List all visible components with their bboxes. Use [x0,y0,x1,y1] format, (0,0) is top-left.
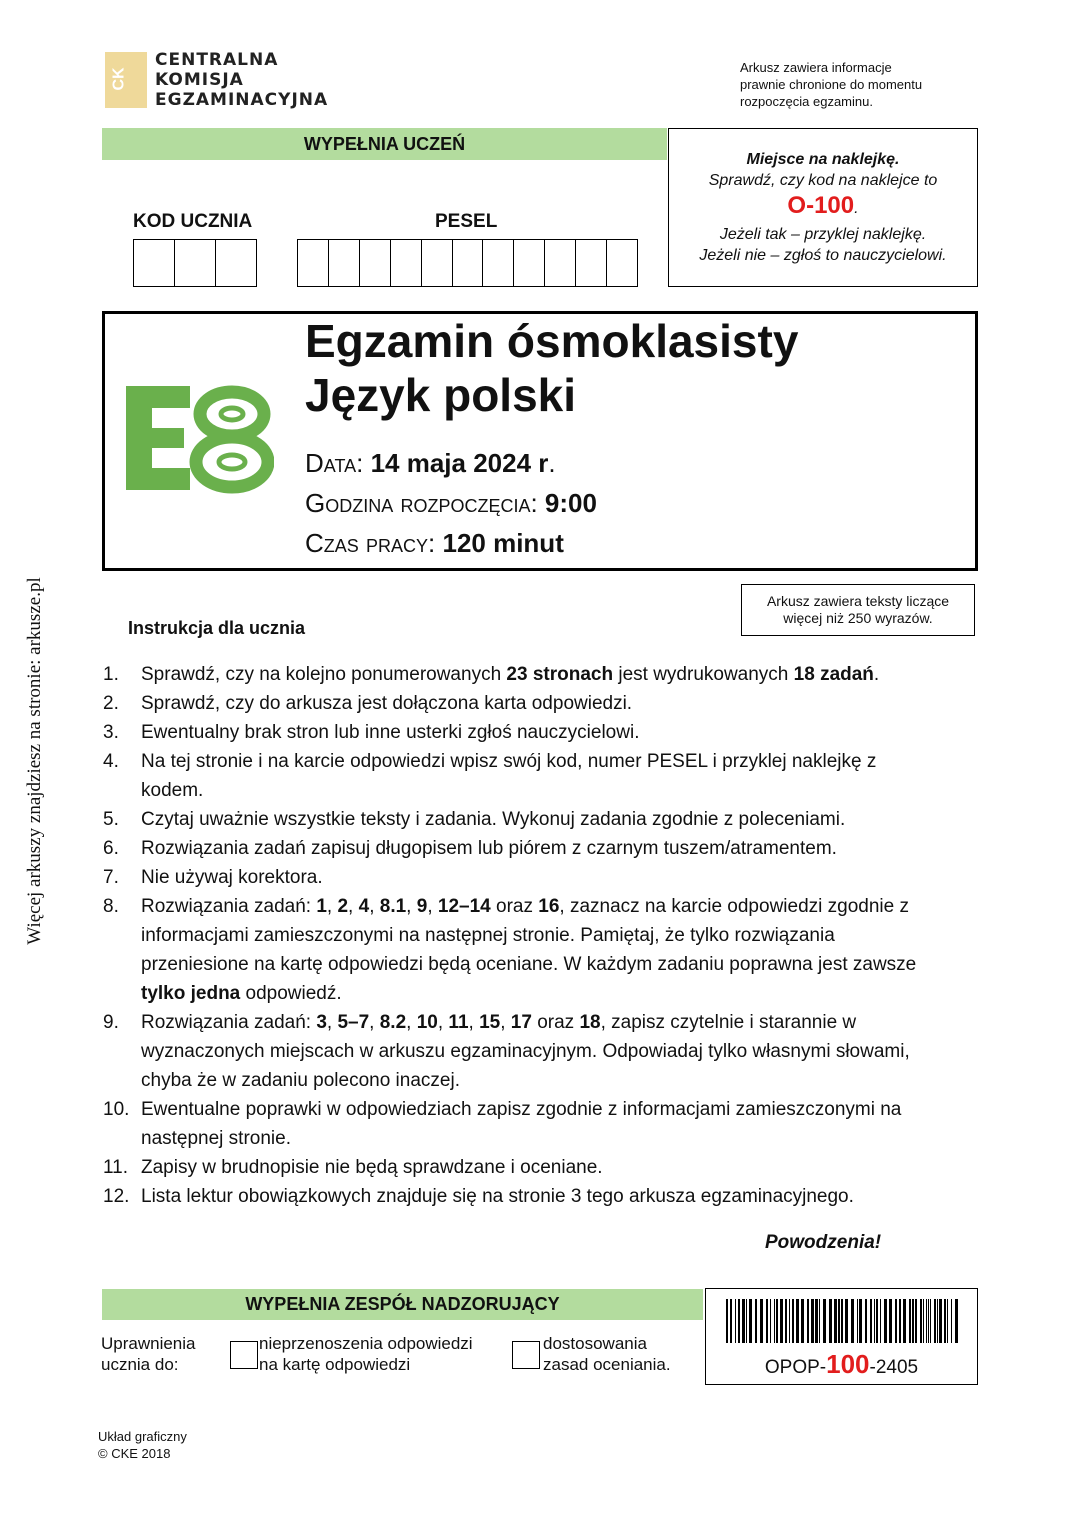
barcode-bar [823,1299,826,1343]
instruction-item [103,689,923,718]
barcode-bar [819,1299,820,1343]
barcode-bar [928,1299,929,1343]
barcode-bar [876,1299,878,1343]
barcode-bar [951,1299,952,1343]
barcode-bar [780,1299,783,1343]
exam-subject: Język polski [305,369,577,421]
barcode-bar [749,1299,752,1343]
instruction-text: Lista lektur obowiązkowych znajduje się na stronie 3 tego arkusza egzaminacyjnego. [141,1186,854,1207]
barcode-bar [859,1299,862,1343]
barcode-bar [766,1299,768,1343]
barcode-bar [920,1299,922,1343]
sticker-area: Miejsce na naklejkę. Sprawdź, czy kod na naklejce to O-100. Jeżeli tak – przyklej naklejkę. Jeżeli nie – zgłoś to nauczycielowi. [668,128,978,287]
digit-box[interactable] [576,240,607,286]
side-watermark-text: Więcej arkuszy znajdziesz na stronie: arkusze.pl [24,577,45,945]
barcode-bar [955,1299,958,1343]
instruction-item [103,834,923,863]
digit-box[interactable] [134,240,175,286]
instruction-item [103,1008,923,1095]
rights-label: Uprawnienia ucznia do: [101,1334,196,1374]
digit-box[interactable] [545,240,576,286]
barcode-bar [865,1299,867,1343]
barcode-bar [792,1299,794,1343]
barcode-bar [755,1299,757,1343]
barcode-bar [742,1299,745,1343]
instruction-text: Ewentualny brak stron lub inne usterki zgłoś nauczycielowi. [141,722,640,743]
instruction-item [103,1153,923,1182]
barcode-bar [841,1299,843,1343]
instruction-text: Rozwiązania zadań: 1, 2, 4, 8.1, 9, 12–14 oraz 16, zaznacz na karcie odpowiedzi zgodnie z informacjami zamieszczonymi na następnej stronie. Pamiętaj, że tylko rozwiązania przeniesione na kartę odpowiedzi będą oceniane. W każdym zadaniu poprawna jest zawsze tylko jedna odpowiedź. [141,896,917,1004]
instruction-number: 12. [103,1186,130,1207]
barcode-bar [912,1299,914,1343]
student-fill-bar: WYPEŁNIA UCZEŃ [102,128,667,160]
exam-date: Data: 14 maja 2024 r. [305,448,556,478]
barcode-bar [923,1299,924,1343]
digit-box[interactable] [422,240,453,286]
instruction-item [103,660,923,689]
instruction-text: Sprawdź, czy na kolejno ponumerowanych 23 stronach jest wydrukowanych 18 zadań. [141,664,880,685]
sticker-code: O-100 [787,192,855,219]
barcode-bar [909,1299,911,1343]
instruction-text: Rozwiązania zadań: 3, 5–7, 8.2, 10, 11, 15, 17 oraz 18, zapisz czytelnie i starannie w wyznaczonych miejscach w arkuszu egzaminacyjnym. Odpowiadaj tylko własnymi słowami, chyba że w zadaniu polecono inaczej. [141,1012,910,1091]
digit-box[interactable] [216,240,256,286]
good-luck-text: Powodzenia! [765,1232,882,1253]
barcode-bar [774,1299,775,1343]
instruction-text: Czytaj uważnie wszystkie teksty i zadania. Wykonuj zadania zgodnie z poleceniami. [141,809,846,830]
barcode-bar [884,1299,887,1343]
exam-duration: Czas pracy: 120 minut [305,528,564,558]
instruction-text: Rozwiązania zadań zapisuj długopisem lub piórem z czarnym tuszem/atramentem. [141,838,837,859]
barcode-bar [811,1299,814,1343]
instruction-number: 9. [103,1012,119,1033]
barcode-box [705,1288,978,1385]
digit-box[interactable] [175,240,216,286]
pesel-field[interactable] [297,239,638,287]
instruction-number: 4. [103,751,119,772]
instruction-number: 8. [103,896,119,917]
kod-ucznia-field[interactable] [133,239,257,287]
barcode-bar [880,1299,881,1343]
option-no-answer-transfer: nieprzenoszenia odpowiedzi na kartę odpowiedzi [259,1334,473,1374]
digit-box[interactable] [483,240,514,286]
barcode-bar [851,1299,854,1343]
instruction-item [103,1182,923,1211]
barcode-bar [801,1299,804,1343]
instruction-text: Na tej stronie i na karcie odpowiedzi wpisz swój kod, numer PESEL i przyklej naklejkę z kodem. [141,751,877,801]
instruction-item [103,747,923,805]
instruction-text: Ewentualne poprawki w odpowiedziach zapisz zgodnie z informacjami zamieszczonymi na następnej stronie. [141,1099,902,1149]
kod-ucznia-label: KOD UCZNIA [133,211,253,232]
barcode-bar [726,1299,728,1343]
barcode-bar [926,1299,927,1343]
pesel-label: PESEL [435,211,498,232]
digit-box[interactable] [329,240,360,286]
barcode-bar [735,1299,736,1343]
barcode-bar [776,1299,778,1343]
barcode-bar [829,1299,832,1343]
barcode-bar [944,1299,946,1343]
instruction-item [103,863,923,892]
barcode-text: OPOP-100-2405 [764,1349,919,1379]
barcode-bar [815,1299,818,1343]
length-note: Arkusz zawiera teksty liczące więcej niż 250 wyrazów. [741,584,975,636]
barcode-bar [838,1299,840,1343]
barcode-bar [845,1299,848,1343]
barcode-bar [857,1299,858,1343]
barcode-bar [870,1299,872,1343]
instruction-number: 5. [103,809,119,830]
digit-box[interactable] [391,240,422,286]
instructions-list [103,660,923,1211]
barcode-bar [930,1299,931,1343]
barcode-bar [903,1299,906,1343]
barcode-bar [760,1299,763,1343]
instruction-item [103,718,923,747]
barcode-bar [770,1299,771,1343]
instructions-title: Instrukcja dla ucznia [128,618,306,638]
instruction-number: 1. [103,664,119,685]
barcode-bar [889,1299,892,1343]
option-adapted-grading: dostosowania zasad oceniania. [543,1334,671,1374]
barcode-bar [937,1299,938,1343]
instruction-number: 2. [103,693,119,714]
instruction-number: 7. [103,867,119,888]
supervisor-fill-bar: WYPEŁNIA ZESPÓŁ NADZORUJĄCY [102,1289,703,1320]
barcode-bar [915,1299,917,1343]
barcode-bar [730,1299,732,1343]
barcode-bar [939,1299,942,1343]
checkbox-adapted-grading[interactable] [512,1341,540,1369]
barcode-bar [807,1299,809,1343]
e8-logo [124,384,274,494]
barcode-bar [874,1299,875,1343]
barcode-bar [834,1299,837,1343]
instruction-number: 6. [103,838,119,859]
digit-box[interactable] [360,240,391,286]
digit-box[interactable] [453,240,484,286]
barcode-bar [789,1299,790,1343]
digit-box[interactable] [514,240,545,286]
barcode-icon [726,1299,958,1343]
checkbox-no-answer-transfer[interactable] [230,1341,258,1369]
footer-credits: Układ graficzny © CKE 2018 [98,1429,187,1461]
barcode-bar [947,1299,948,1343]
instruction-item [103,892,923,1008]
barcode-bar [746,1299,747,1343]
instruction-text: Nie używaj korektora. [141,867,323,888]
exam-title: Egzamin ósmoklasisty Język polski [305,315,799,421]
instruction-text: Zapisy w brudnopisie nie będą sprawdzane i oceniane. [141,1157,603,1178]
barcode-bar [785,1299,787,1343]
protected-note: Arkusz zawiera informacje prawnie chronione do momentu rozpoczęcia egzaminu. [740,60,923,109]
instruction-number: 3. [103,722,119,743]
instruction-text: Sprawdź, czy do arkusza jest dołączona karta odpowiedzi. [141,693,633,714]
cke-logo-mark: CK [105,52,147,108]
barcode-bar [899,1299,901,1343]
instruction-number: 10. [103,1099,130,1120]
digit-box[interactable] [298,240,329,286]
digit-box[interactable] [607,240,637,286]
instruction-item [103,805,923,834]
instruction-number: 11. [103,1157,129,1178]
barcode-bar [796,1299,799,1343]
barcode-bar [895,1299,897,1343]
barcode-bar [934,1299,936,1343]
instruction-item [103,1095,923,1153]
exam-start-time: Godzina rozpoczęcia: 9:00 [305,488,597,518]
cke-logo-text: CENTRALNA KOMISJA EGZAMINACYJNA [155,50,329,110]
barcode-bar [738,1299,740,1343]
